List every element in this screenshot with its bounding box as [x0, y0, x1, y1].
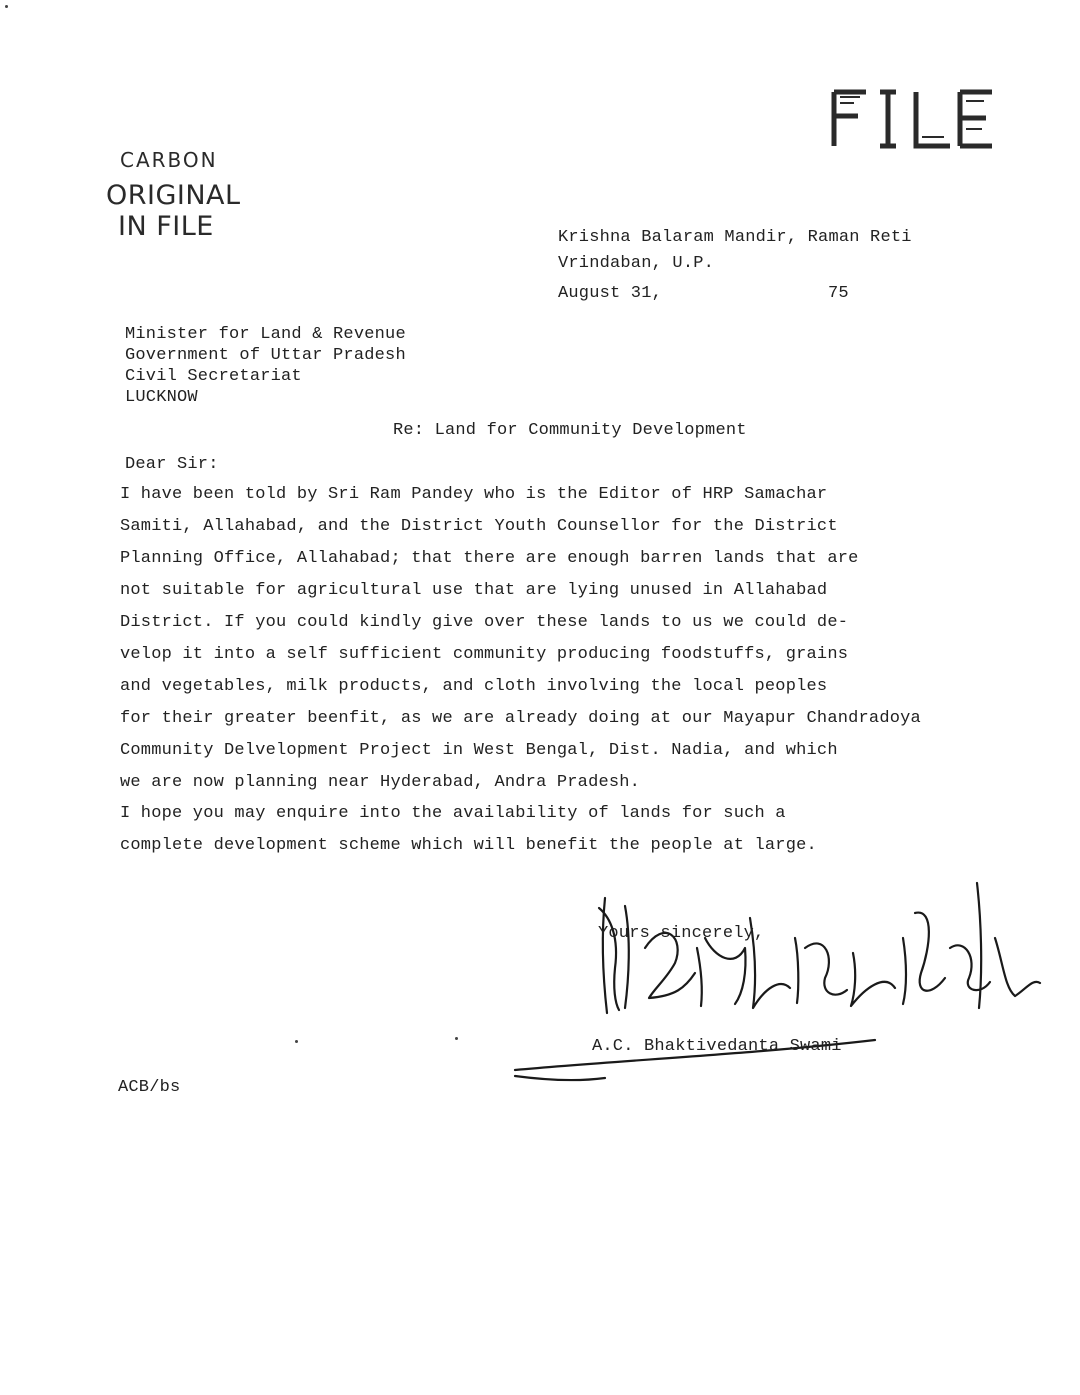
sender-city-line: Vrindaban, U.P.	[558, 254, 715, 273]
sender-address-line: Krishna Balaram Mandir, Raman Reti	[558, 228, 912, 247]
subject-line: Re: Land for Community Development	[393, 421, 747, 440]
scan-speck	[455, 1037, 458, 1040]
body-line: we are now planning near Hyderabad, Andra Pradesh.	[120, 773, 641, 792]
signer-name: A.C. Bhaktivedanta Swami	[592, 1037, 842, 1056]
file-stamp	[826, 86, 998, 150]
handwritten-signature	[585, 878, 1055, 1028]
recipient-government: Government of Uttar Pradesh	[125, 346, 406, 365]
letter-year: 75	[828, 284, 849, 303]
body-line: not suitable for agricultural use that are lying unused in Allahabad	[120, 581, 828, 600]
body-paragraph-1	[120, 479, 920, 799]
in-file-label: IN FILE	[118, 211, 214, 242]
recipient-office: Civil Secretariat	[125, 367, 302, 386]
body-paragraph-2	[120, 798, 920, 862]
recipient-city: LUCKNOW	[125, 388, 198, 407]
reference-initials: ACB/bs	[118, 1078, 181, 1097]
scan-speck	[5, 5, 8, 8]
body-line: for their greater beenfit, as we are already doing at our Mayapur Chandradoya	[120, 709, 921, 728]
salutation: Dear Sir:	[125, 455, 219, 474]
letter-date: August 31,	[558, 284, 663, 303]
closing-line: Yours sincerely,	[598, 924, 765, 943]
body-line: Samiti, Allahabad, and the District Youth Counsellor for the District	[120, 517, 838, 536]
body-line: complete development scheme which will benefit the people at large.	[120, 836, 817, 855]
carbon-label: CARBON	[120, 148, 218, 172]
body-line: velop it into a self sufficient community producing foodstuffs, grains	[120, 645, 849, 664]
body-line: Community Delvelopment Project in West Bengal, Dist. Nadia, and which	[120, 741, 838, 760]
body-line: and vegetables, milk products, and cloth involving the local peoples	[120, 677, 828, 696]
body-line: I have been told by Sri Ram Pandey who is the Editor of HRP Samachar	[120, 485, 828, 504]
body-line: Planning Office, Allahabad; that there are enough barren lands that are	[120, 549, 859, 568]
scan-speck	[295, 1040, 298, 1043]
body-line: District. If you could kindly give over these lands to us we could de-	[120, 613, 849, 632]
recipient-title: Minister for Land & Revenue	[125, 325, 406, 344]
body-line: I hope you may enquire into the availability of lands for such a	[120, 804, 786, 823]
original-label: ORIGINAL	[106, 180, 241, 211]
